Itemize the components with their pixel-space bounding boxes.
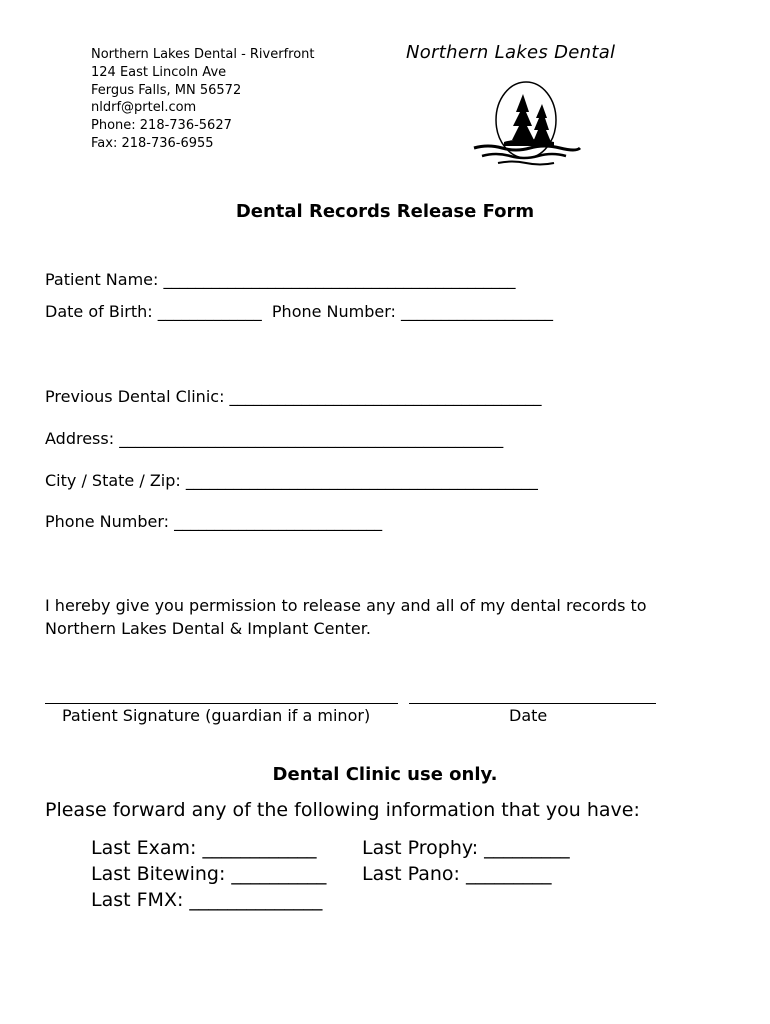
previous-clinic-field[interactable]: Previous Dental Clinic: _______________________________________	[45, 387, 542, 406]
clinic-use-heading: Dental Clinic use only.	[272, 764, 498, 785]
permission-text-line1: I hereby give you permission to release any and all of my dental records to	[45, 596, 647, 615]
trees-logo-icon	[468, 80, 584, 166]
clinic-phone-field[interactable]: Phone Number: __________________________	[45, 512, 383, 531]
last-pano-field[interactable]: Last Pano: _________	[362, 863, 552, 885]
signature-line[interactable]	[45, 703, 398, 704]
city-state-zip-field[interactable]: City / State / Zip: ____________________________________________	[45, 471, 538, 490]
clinic-name: Northern Lakes Dental - Riverfront	[91, 47, 315, 62]
clinic-fax: Fax: 218-736-6955	[91, 136, 214, 151]
clinic-email: nldrf@prtel.com	[91, 100, 197, 115]
date-label: Date	[509, 706, 548, 725]
permission-text-line2: Northern Lakes Dental & Implant Center.	[45, 619, 371, 638]
patient-name-field[interactable]: Patient Name: ____________________________________________	[45, 270, 516, 289]
signature-label: Patient Signature (guardian if a minor)	[62, 706, 371, 725]
last-exam-field[interactable]: Last Exam: ____________	[91, 837, 317, 859]
address-field[interactable]: Address: ________________________________________________	[45, 429, 504, 448]
clinic-use-instruction: Please forward any of the following information that you have:	[45, 799, 640, 821]
dob-phone-field[interactable]: Date of Birth: _____________ Phone Number: ___________________	[45, 302, 554, 321]
brand-wordmark: Northern Lakes Dental	[406, 42, 616, 63]
clinic-city: Fergus Falls, MN 56572	[91, 83, 242, 98]
clinic-phone: Phone: 218-736-5627	[91, 118, 232, 133]
last-bitewing-field[interactable]: Last Bitewing: __________	[91, 863, 327, 885]
date-line[interactable]	[409, 703, 656, 704]
clinic-street: 124 East Lincoln Ave	[91, 65, 227, 80]
last-fmx-field[interactable]: Last FMX: ______________	[91, 889, 323, 911]
last-prophy-field[interactable]: Last Prophy: _________	[362, 837, 570, 859]
form-title: Dental Records Release Form	[235, 201, 535, 222]
